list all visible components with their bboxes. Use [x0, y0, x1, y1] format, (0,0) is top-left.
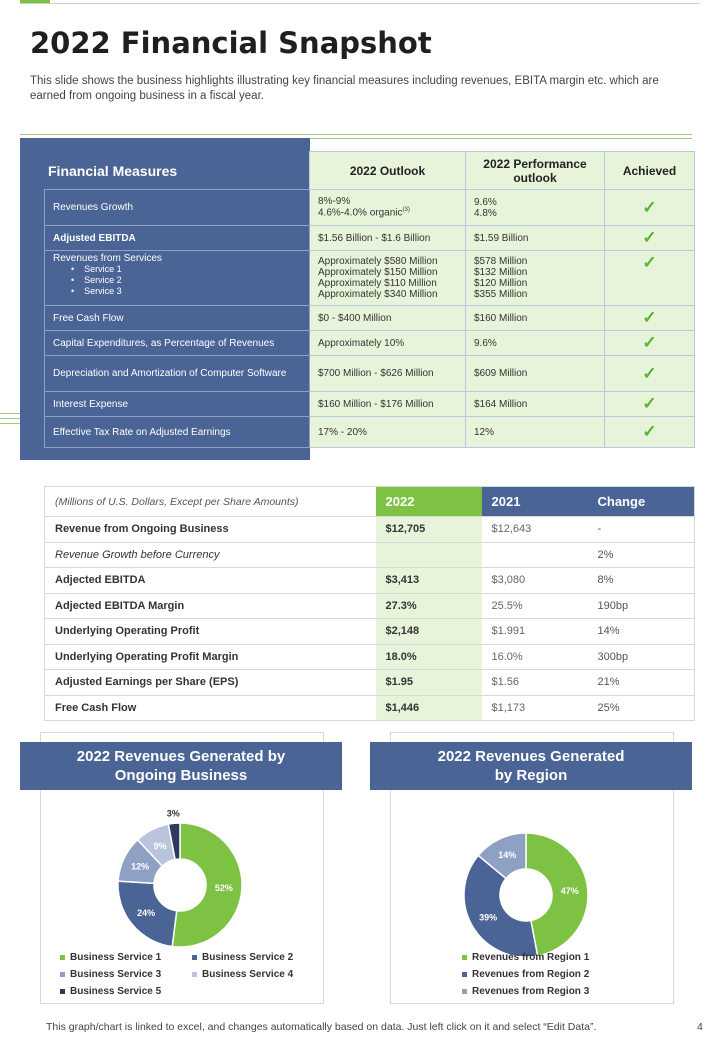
legend-swatch — [60, 955, 65, 960]
check-icon: ✓ — [605, 226, 695, 251]
table-row: Capital Expenditures, as Percentage of Revenues Approximately 10% 9.6% ✓ — [45, 331, 695, 356]
legend-item: Business Service 2 — [192, 952, 293, 963]
table-row: Adjusted EBITDA $1.56 Billion - $1.6 Billion $1.59 Billion ✓ — [45, 226, 695, 251]
page-number: 4 — [697, 1021, 703, 1033]
page-description: This slide shows the business highlights illustrating key financial measures including revenues, EBITA margin etc. which are earned from ongoing business in a fiscal year. — [30, 75, 659, 102]
legend-swatch — [462, 955, 467, 960]
legend-item: Business Service 1 — [60, 952, 161, 963]
legend-swatch — [192, 972, 197, 977]
table-row: Underlying Operating Profit Margin 18.0% 16.0% 300bp — [45, 644, 695, 670]
check-icon: ✓ — [605, 306, 695, 331]
financial-measures-header-row — [45, 152, 695, 190]
slice-label: 39% — [479, 912, 498, 923]
financial-measures-header: Financial Measures — [48, 163, 178, 179]
legend-item: Business Service 3 — [60, 969, 161, 980]
check-icon: ✓ — [605, 190, 695, 226]
table-row: Adjected EBITDA Margin 27.3% 25.5% 190bp — [45, 593, 695, 619]
table-row: Adjusted Earnings per Share (EPS) $1.95 $1.56 21% — [45, 670, 695, 696]
slice-label: 14% — [498, 850, 517, 861]
section-divider — [20, 134, 692, 135]
slice-label: 3% — [166, 808, 180, 819]
table-row: Effective Tax Rate on Adjusted Earnings 17% - 20% 12% ✓ — [45, 417, 695, 448]
financial-measures-table — [44, 151, 695, 448]
table-row: Revenue from Ongoing Business $12,705 $12,643 - — [45, 517, 695, 543]
legend-item: Revenues from Region 3 — [462, 986, 589, 997]
footer-note: This graph/chart is linked to excel, and changes automatically based on data. Just left click on it and select “Edit Data”. — [46, 1021, 597, 1033]
table-row: Revenues from Services • Service 1 • Service 2 • Service 3 Approximately $580 Million Approximately $150 Million Approximately $110 Million Approximately $340 Million $578 Million $132 Million $120 Million $355 Million ✓ — [45, 251, 695, 306]
page-title: 2022 Financial Snapshot — [30, 26, 432, 60]
table-row: Depreciation and Amortization of Computer Software $700 Million - $626 Million $609 Million ✓ — [45, 356, 695, 392]
slice-label: 9% — [153, 840, 167, 851]
results-header-row: (Millions of U.S. Dollars, Except per Share Amounts) 2022 2021 Change — [45, 487, 695, 517]
check-icon: ✓ — [605, 392, 695, 417]
slice-label: 47% — [560, 885, 579, 896]
slice-label: 12% — [131, 861, 150, 872]
legend-swatch — [60, 989, 65, 994]
col-achieved: Achieved — [605, 152, 695, 190]
check-icon: ✓ — [605, 251, 695, 306]
donut-chart-business — [100, 800, 260, 950]
slice-label: 52% — [214, 882, 233, 893]
legend-swatch — [462, 972, 467, 977]
legend-swatch — [192, 955, 197, 960]
legend-item: Business Service 4 — [192, 969, 293, 980]
results-table — [44, 486, 695, 721]
table-row: Interest Expense $160 Million - $176 Million $164 Million ✓ — [45, 392, 695, 417]
table-row: Revenues Growth 8%-9% 4.6%-4.0% organic$^{(3)}$ 9.6% 4.8% ✓ — [45, 190, 695, 226]
top-rule — [20, 3, 700, 4]
table-row: Revenue Growth before Currency 2% — [45, 542, 695, 568]
legend-item: Business Service 5 — [60, 986, 161, 997]
check-icon: ✓ — [605, 356, 695, 392]
col-outlook: 2022 Outlook — [310, 152, 466, 190]
check-icon: ✓ — [605, 331, 695, 356]
table-row: Adjected EBITDA $3,413 $3,080 8% — [45, 568, 695, 594]
legend-swatch — [462, 989, 467, 994]
chart-title-business: 2022 Revenues Generated by Ongoing Business — [20, 742, 342, 790]
chart-title-region: 2022 Revenues Generated by Region — [370, 742, 692, 790]
slice-label: 24% — [137, 908, 156, 919]
table-row: Free Cash Flow $1,446 $1,173 25% — [45, 695, 695, 721]
check-icon: ✓ — [605, 417, 695, 448]
legend-swatch — [60, 972, 65, 977]
legend-item: Revenues from Region 1 — [462, 952, 589, 963]
legend-item: Revenues from Region 2 — [462, 969, 589, 980]
col-performance: 2022 Performance outlook — [466, 152, 605, 190]
donut-chart-region — [446, 810, 606, 960]
table-row: Free Cash Flow $0 - $400 Million $160 Million ✓ — [45, 306, 695, 331]
table-row: Underlying Operating Profit $2,148 $1.991 14% — [45, 619, 695, 645]
